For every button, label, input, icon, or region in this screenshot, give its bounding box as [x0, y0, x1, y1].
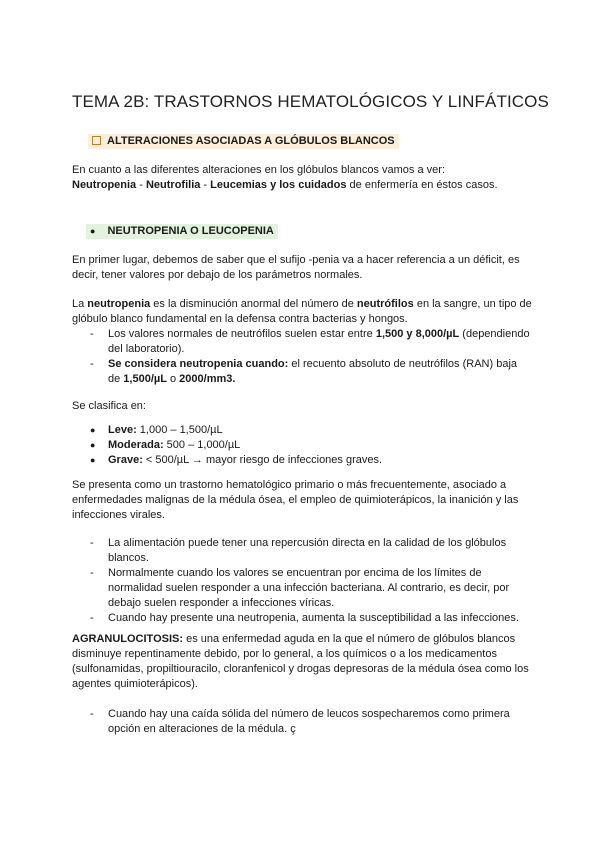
- list-item-grade: [90, 438, 530, 453]
- paragraph-sufijo: En primer lugar, debemos de saber que el sufijo -penia va a hacer referencia a un déficit, es decir, tener valores por debajo de los parámetros normales.: [72, 254, 520, 281]
- section-heading-neutropenia: [86, 224, 278, 239]
- section-heading-text: NEUTROPENIA O LEUCOPENIA: [107, 225, 274, 237]
- bullet-icon: ●: [90, 455, 96, 465]
- grade-label: Leve:: [108, 424, 137, 436]
- dash-list-notes: [90, 536, 530, 626]
- bullet-icon: ●: [90, 226, 96, 236]
- intro-paragraph: [72, 163, 532, 193]
- text: Cuando hay una caída sólida del número de leucos sospecharemos como primera opción en alteraciones de la médula. ç: [108, 708, 510, 735]
- dash-marker: -: [90, 328, 94, 340]
- text: el recuento absoluto de neutrófilos (RAN) baja de: [108, 358, 518, 385]
- text: es una enfermedad aguda en la que el número de glóbulos blancos disminuye repentinamente debido, por lo general, a los químicos o a los medicamentos (sulfonamidas, propiltiouracilo, cloranfenicol y drogas depresoras de la médula ósea como los agentes quimioterápicos).: [72, 633, 529, 690]
- section-heading-globulos-blancos: [88, 134, 399, 149]
- separator: -: [136, 179, 146, 191]
- text: La: [72, 298, 88, 310]
- grade-list: [90, 423, 530, 468]
- dash-marker: -: [90, 612, 94, 624]
- dash-marker: -: [90, 708, 94, 720]
- dash-marker: -: [90, 567, 94, 579]
- paragraph-neutropenia-definition: [72, 297, 532, 327]
- intro-bold-neutrofilia: Neutrofilia: [145, 179, 201, 191]
- bold-term: AGRANULOCITOSIS:: [72, 633, 184, 645]
- text: en la sangre, un tipo de glóbulo blanco fundamental en la defensa contra bacterias y hongos.: [72, 298, 532, 325]
- bullet-icon: ●: [90, 425, 96, 435]
- text: Normalmente cuando los valores se encuentran por encima de los límites de normalidad suelen responder a una infección bacteriana. Al contrario, es decir, por debajo suelen responder a infecciones víricas.: [108, 567, 510, 609]
- dash-marker: -: [90, 358, 94, 370]
- text: (dependiendo del laboratorio).: [108, 328, 530, 355]
- list-item: [90, 611, 530, 626]
- grade-range: 500 – 1,000/µL: [163, 439, 241, 451]
- page-title: TEMA 2B: TRASTORNOS HEMATOLÓGICOS Y LINFÁTICOS: [72, 92, 549, 111]
- list-item: [90, 536, 530, 566]
- list-item-grade: [90, 423, 530, 438]
- list-item: [90, 707, 530, 737]
- bold-text: Se considera neutropenia cuando:: [108, 358, 289, 370]
- text: La alimentación puede tener una repercusión directa en la calidad de los glóbulos blancos.: [108, 537, 507, 564]
- text: Los valores normales de neutrófilos suelen estar entre: [108, 328, 376, 340]
- list-item-grade: [90, 453, 530, 468]
- text: Cuando hay presente una neutropenia, aumenta la susceptibilidad a las infecciones.: [108, 612, 519, 624]
- bold-value: 1,500/µL: [123, 373, 167, 385]
- bold-term: neutrófilos: [356, 298, 414, 310]
- intro-bold-neutropenia: Neutropenia: [72, 179, 137, 191]
- intro-bold-leucemias: Leucemias y los cuidados: [210, 179, 347, 191]
- paragraph-presentacion: Se presenta como un trastorno hematológico primario o más frecuentemente, asociado a enfermedades malignas de la médula ósea, el empleo de quimioterápicos, la inanición y las infecciones virales.: [72, 479, 519, 521]
- paragraph-agranulocitosis: [72, 632, 532, 692]
- checkbox-square-icon: [92, 136, 101, 145]
- bold-term: neutropenia: [87, 298, 151, 310]
- section-heading-text: ALTERACIONES ASOCIADAS A GLÓBULOS BLANCOS: [107, 135, 395, 147]
- text: es la disminución anormal del número de: [150, 298, 357, 310]
- grade-label: Moderada:: [108, 439, 164, 451]
- text: o: [166, 373, 180, 385]
- intro-tail: de enfermería en éstos casos.: [346, 179, 498, 191]
- grade-range: < 500/µL → mayor riesgo de infecciones graves.: [142, 454, 383, 466]
- separator: -: [200, 179, 211, 191]
- bullet-icon: ●: [90, 440, 96, 450]
- list-item: [90, 566, 530, 611]
- paragraph-clasifica: Se clasifica en:: [72, 400, 146, 412]
- dash-marker: -: [90, 537, 94, 549]
- dash-list-values: [90, 327, 530, 387]
- bold-value: 2000/mm3.: [179, 373, 236, 385]
- intro-line: En cuanto a las diferentes alteraciones en los glóbulos blancos vamos a ver:: [72, 164, 445, 176]
- grade-range: 1,000 – 1,500/µL: [136, 424, 223, 436]
- bold-value: 1,500 y 8,000/µL: [375, 328, 460, 340]
- grade-label: Grave:: [108, 454, 143, 466]
- dash-list-last: [90, 707, 530, 737]
- list-item: [90, 327, 530, 357]
- list-item: [90, 357, 530, 387]
